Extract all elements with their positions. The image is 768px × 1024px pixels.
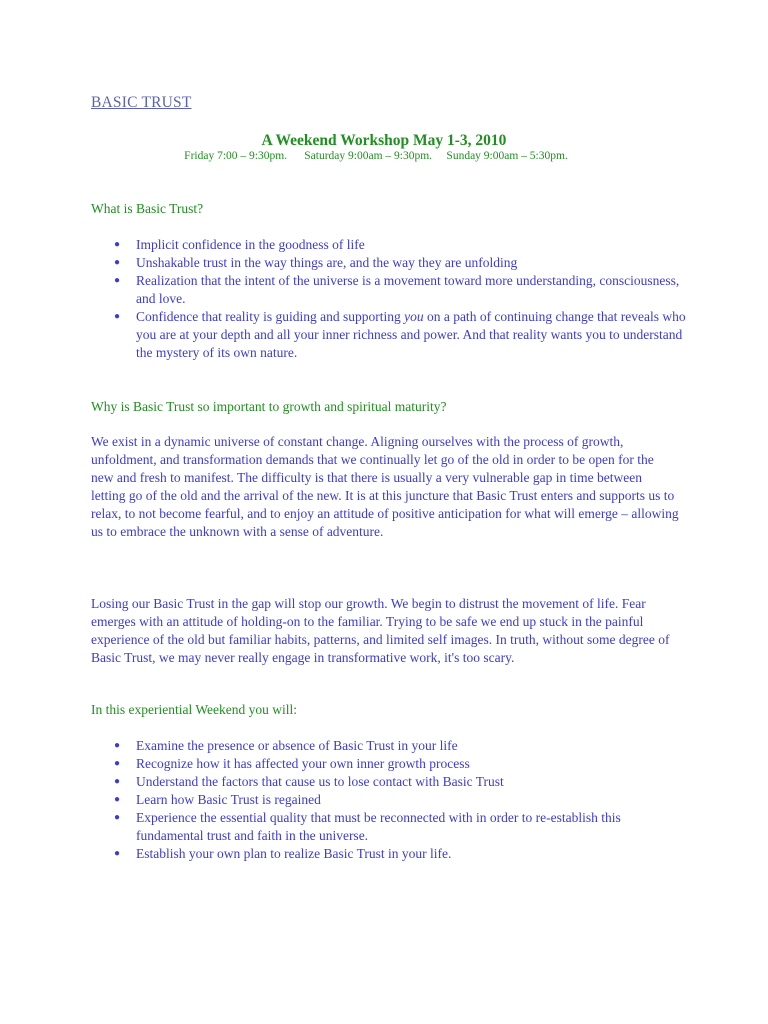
section-heading-why-important: Why is Basic Trust so important to growth and spiritual maturity? (91, 399, 447, 414)
paragraph-losing-trust: Losing our Basic Trust in the gap will stop our growth. We begin to distrust the movement of life. Fear emerges with an attitude of holding-on to the familiar. Trying to be safe we end up stuck in the painful experience of the old but familiar habits, patterns, and limited self images. In truth, without some degree of Basic Trust, we may never really engage in transformative work, it's too scary. (91, 596, 670, 665)
bullet-list-weekend (91, 737, 691, 863)
document-title: BASIC TRUST (91, 94, 192, 111)
workshop-subtitle: A Weekend Workshop May 1-3, 2010 (261, 132, 507, 149)
list-item (91, 773, 691, 791)
list-item-text: Realization that the intent of the universe is a movement toward more understanding, consciousness, and love. (136, 273, 680, 306)
list-item (91, 737, 691, 755)
bullet-icon: ● (114, 257, 121, 268)
bullet-icon: ● (114, 794, 121, 805)
bullet-list-what-is (91, 236, 691, 362)
list-item-text: Unshakable trust in the way things are, and the way they are unfolding (136, 255, 518, 270)
list-item (91, 272, 691, 308)
list-item (91, 308, 691, 362)
list-item-emphasis: you (404, 309, 424, 324)
section-heading-weekend: In this experiential Weekend you will: (91, 702, 297, 717)
list-item-text: Examine the presence or absence of Basic Trust in your life (136, 738, 458, 753)
list-item-text: Establish your own plan to realize Basic Trust in your life. (136, 846, 452, 861)
list-item (91, 236, 691, 254)
bullet-icon: ● (114, 848, 121, 859)
bullet-icon: ● (114, 776, 121, 787)
list-item-text: Implicit confidence in the goodness of life (136, 237, 365, 252)
list-item-text: Experience the essential quality that must be reconnected with in order to re-establish this fundamental trust and faith in the universe. (136, 810, 621, 843)
list-item (91, 791, 691, 809)
bullet-icon: ● (114, 311, 121, 322)
bullet-icon: ● (114, 275, 121, 286)
list-item-text: Learn how Basic Trust is regained (136, 792, 321, 807)
bullet-icon: ● (114, 239, 121, 250)
paragraph-dynamic-universe: We exist in a dynamic universe of constant change. Aligning ourselves with the process of growth, unfoldment, and transformation demands that we continually let go of the old in order to be open for the new and fresh to manifest. The difficulty is that there is usually a very vulnerable gap in time between letting go of the old and the arrival of the new. It is at this juncture that Basic Trust enters and supports us to relax, to not become fearful, and to enjoy an attitude of positive anticipation for what will emerge – allowing us to embrace the unknown with a sense of adventure. (91, 434, 679, 539)
list-item (91, 809, 691, 845)
list-item-text-after: on a path of continuing change that reveals who you are at your depth and all your inner richness and power. And that reality wants you to understand the mystery of its own nature. (136, 309, 686, 360)
list-item (91, 254, 691, 272)
workshop-schedule: Friday 7:00 – 9:30pm. Saturday 9:00am – 9:30pm. Sunday 9:00am – 5:30pm. (184, 150, 568, 162)
bullet-icon: ● (114, 758, 121, 769)
list-item-text: Recognize how it has affected your own inner growth process (136, 756, 470, 771)
list-item-text-before: Confidence that reality is guiding and supporting (136, 309, 405, 324)
section-heading-what-is: What is Basic Trust? (91, 201, 204, 216)
list-item-text: Understand the factors that cause us to lose contact with Basic Trust (136, 774, 504, 789)
bullet-icon: ● (114, 812, 121, 823)
list-item (91, 755, 691, 773)
bullet-icon: ● (114, 740, 121, 751)
list-item (91, 845, 691, 863)
